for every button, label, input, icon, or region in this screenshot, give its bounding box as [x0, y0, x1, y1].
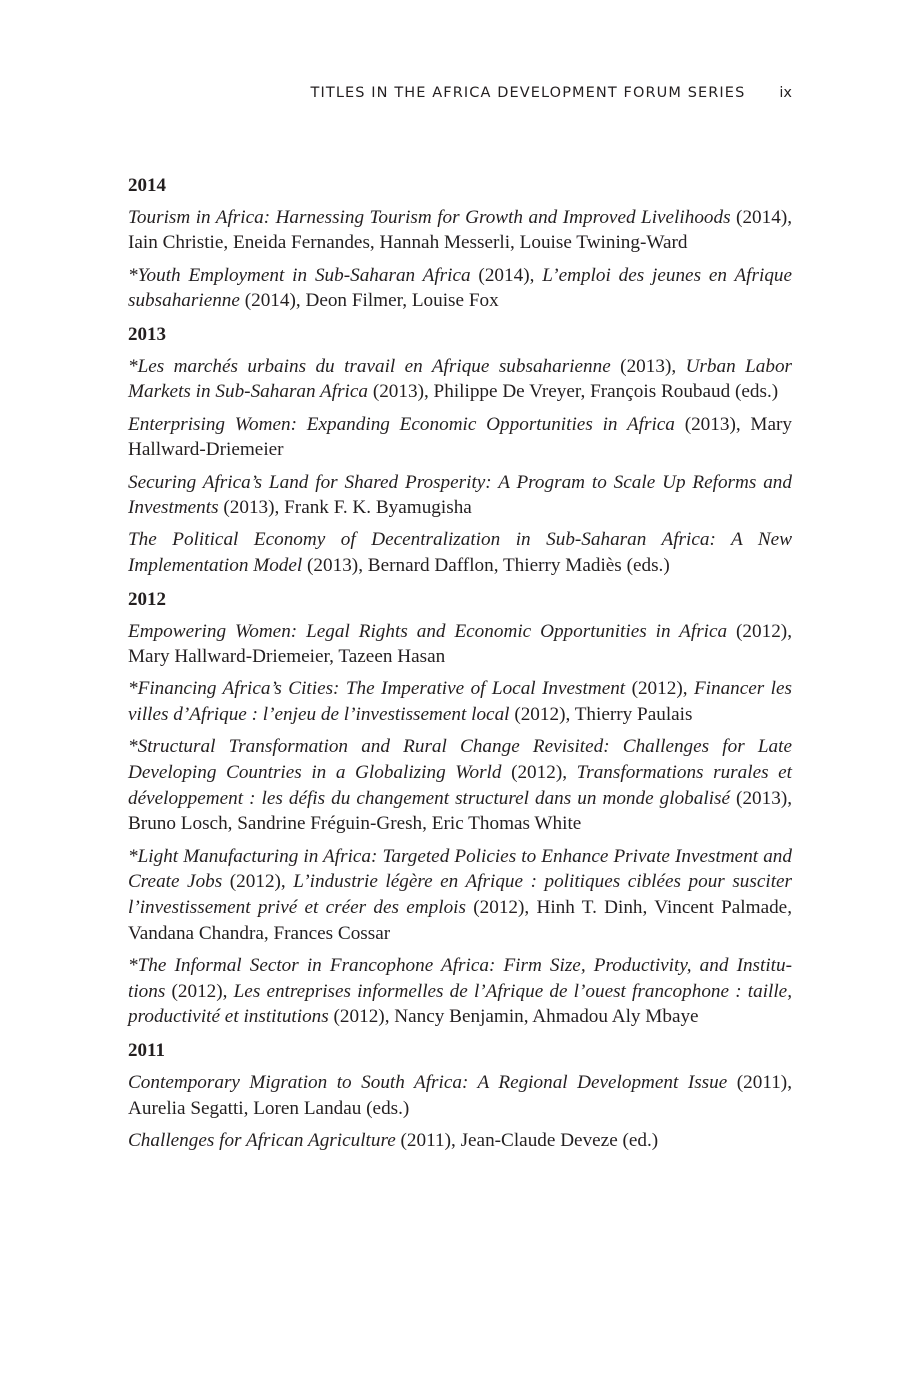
book-details: (2013), Philippe De Vreyer, François Roubaud (eds.) [368, 381, 779, 403]
book-details: (2014), Deon Filmer, Louise Fox [239, 290, 499, 312]
year-section-2013 [128, 322, 792, 579]
book-details: (2013), [610, 355, 686, 377]
book-title: Financer les villes d’Afrique : l’enjeu de l’investissement local [128, 678, 792, 726]
book-title: *Financing Africa’s Cities: The Imperative of Local Investment [128, 678, 626, 700]
book-entry [128, 619, 792, 670]
year-heading: 2014 [128, 175, 166, 196]
book-title: *Les marchés urbains du travail en Afrique subsaharienne [128, 355, 611, 377]
book-title: Urban Labor Markets in Sub-Saharan Africa [128, 355, 793, 403]
year-heading: 2013 [128, 324, 166, 346]
book-entry [128, 1070, 792, 1121]
book-title: Transformations rurales et développement : les défis du changement structurel dans un monde globalisé [128, 762, 792, 809]
book-entry [128, 470, 792, 521]
book-title: The Political Economy of Decentralization in Sub-Saharan Africa: A New Implementation Model [128, 529, 792, 577]
year-section-2012 [128, 587, 792, 1030]
book-entry [128, 263, 792, 314]
book-title: *Youth Employment in Sub-Saharan Africa [128, 264, 471, 286]
book-title: Les entreprises informelles de l’Afrique de l’ouest francophone : taille, productivité et institutions [128, 980, 792, 1028]
book-entry [128, 1128, 792, 1154]
book-entry [128, 844, 792, 947]
running-head [311, 85, 792, 101]
book-details: (2014), [470, 264, 543, 286]
book-entry [128, 354, 792, 405]
book-details: (2012), [501, 762, 577, 784]
book-title: Enterprising Women: Expanding Economic Opportunities in Africa [128, 413, 675, 435]
book-details: (2011), Aurelia Segatti, Loren Landau (eds.) [128, 1071, 792, 1119]
book-details: (2012), Nancy Benjamin, Ahmadou Aly Mbaye [328, 1006, 699, 1028]
book-details: (2012), [625, 678, 694, 700]
book-details: (2011), Jean-Claude Deveze (ed.) [395, 1129, 659, 1151]
book-title: *Structural Transformation and Rural Change Revisited: Challenges for Late Developing Countries in a Globalizing World [128, 736, 792, 784]
book-title: L’emploi des jeunes en Afrique subsaharienne [128, 264, 793, 312]
book-details: (2013), Bruno Losch, Sandrine Fréguin-Gresh, Eric Thomas White [128, 787, 793, 835]
book-details: (2014), Iain Christie, Eneida Fernandes, Hannah Messerli, Louise Twining-Ward [128, 206, 793, 254]
book-details: (2013), Frank F. K. Byamugisha [218, 497, 472, 519]
year-section-2011 [128, 1038, 792, 1153]
book-title: Contemporary Migration to South Africa: A Regional Development Issue [128, 1071, 728, 1093]
page-number: ix [779, 85, 792, 101]
book-entry [128, 676, 792, 727]
book-title: Tourism in Africa: Harnessing Tourism for Growth and Improved Livelihoods [128, 206, 731, 228]
book-details: (2012), Hinh T. Dinh, Vincent Palmade, Vandana Chandra, Frances Cossar [128, 897, 792, 944]
book-entry [128, 412, 792, 463]
book-details: (2012), Mary Hallward-Driemeier, Tazeen Hasan [128, 620, 792, 668]
book-entry [128, 953, 792, 1030]
book-title: Challenges for African Agriculture [128, 1129, 396, 1151]
book-details: (2012), [165, 980, 234, 1002]
year-heading: 2011 [128, 1040, 165, 1062]
book-details: (2013), Mary Hallward-Driemeier [128, 413, 792, 461]
book-details: (2012), Thierry Paulais [509, 704, 693, 726]
book-title: L’industrie légère en Afrique : politiques ciblées pour susciter l’investissement privé et créer des emplois [128, 871, 793, 919]
book-entry [128, 734, 792, 837]
book-title: *Light Manufacturing in Africa: Targeted Policies to Enhance Private Investment and Create Jobs [128, 845, 792, 893]
book-title: *The Informal Sector in Francophone Africa: Firm Size, Productivity, and Institu-tions [128, 954, 792, 1002]
book-details: (2013), Bernard Dafflon, Thierry Madiès (eds.) [302, 555, 670, 577]
series-title: TITLES IN THE AFRICA DEVELOPMENT FORUM SERIES [310, 85, 746, 101]
book-entry [128, 205, 792, 256]
year-section-2014 [128, 173, 792, 314]
book-title: Securing Africa’s Land for Shared Prosperity: A Program to Scale Up Reforms and Investments [128, 471, 792, 519]
book-title: Empowering Women: Legal Rights and Economic Opportunities in Africa [128, 620, 728, 642]
book-entry [128, 527, 792, 578]
title-list [128, 173, 792, 1161]
book-details: (2012), [222, 871, 294, 893]
year-heading: 2012 [128, 588, 166, 610]
